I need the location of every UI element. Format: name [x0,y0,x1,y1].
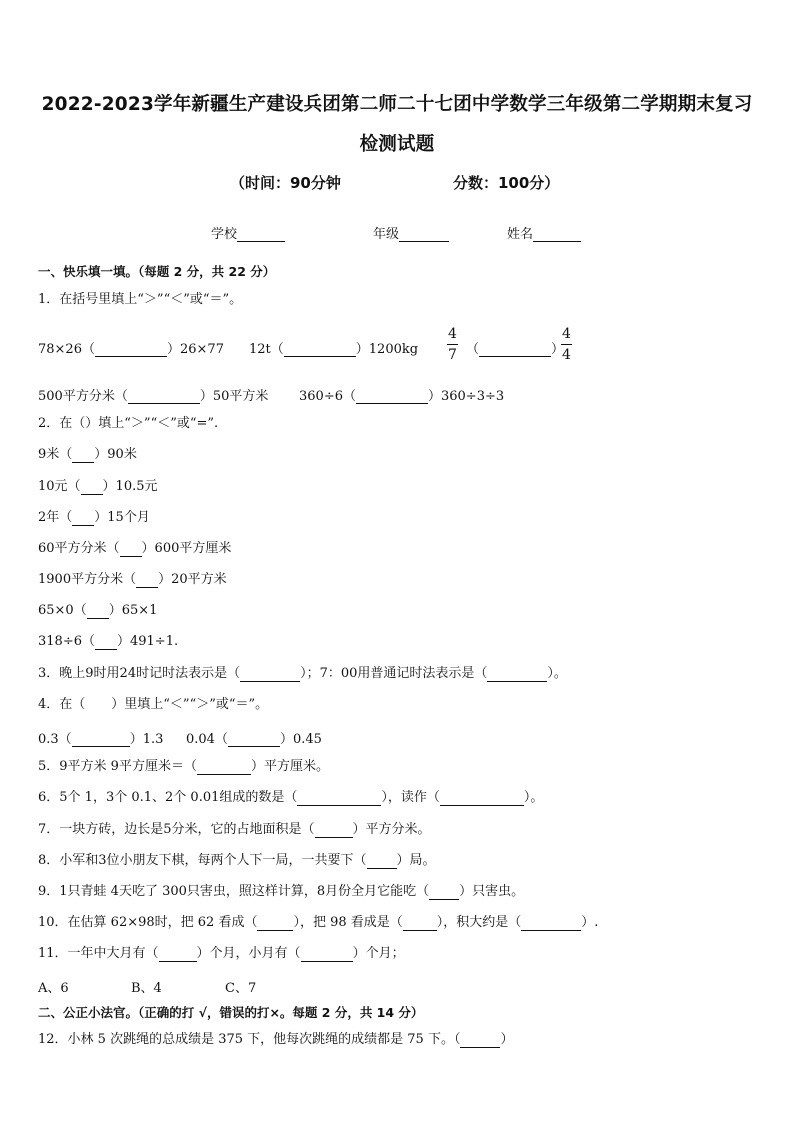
answer-blank[interactable] [240,668,300,682]
answer-blank[interactable] [128,390,200,404]
exam-time: （时间：90分钟 [230,174,341,192]
question-9 [38,884,524,900]
answer-blank[interactable] [72,733,130,747]
q12-text: ） [500,1032,514,1047]
q11-option-a[interactable]: A、6 [38,981,69,996]
answer-blank[interactable] [95,343,167,357]
question-5 [38,759,329,775]
question-4: 4．在（ ）里填上“＜”“＞”或“＝”。 [38,697,269,712]
q2-right: ）600平方厘米 [141,541,232,556]
q2-item [38,479,158,495]
answer-blank[interactable] [72,512,94,526]
exam-score: 分数：100分） [453,174,560,192]
answer-blank[interactable] [87,605,109,619]
q1-c-close: ） [551,342,565,357]
q2-right: ）65×1 [108,603,158,618]
q6-text: ），读作（ [381,790,440,805]
fraction-denominator: 7 [448,347,457,363]
q2-item [38,603,157,619]
q8-text: 8．小军和3位小朋友下棋，每两个人下一局，一共要下（ [38,853,367,868]
q1-item-a [38,338,224,357]
q2-right: ）15个月 [94,510,150,525]
answer-blank[interactable] [356,390,428,404]
q10-text: ），把 98 看成是（ [293,915,403,930]
section-2-heading: 二、公正小法官。（正确的打 √，错误的打×。每题 2 分，共 14 分） [38,1005,424,1020]
q1-b-right: ）1200kg [355,342,419,357]
answer-blank[interactable] [136,574,158,588]
fraction-bar [561,344,572,345]
q2-left: 1900平方分米（ [38,572,137,587]
question-2: 2．在（）填上“＞”“＜”或“=”. [38,416,219,431]
q1-a-left: 78×26（ [38,342,95,357]
q3-text: 3．晚上9时用24时记时法表示是（ [38,666,241,681]
q2-right: ）10.5元 [102,479,158,494]
answer-blank[interactable] [521,917,581,931]
q4-a-left: 0.3（ [38,732,72,747]
answer-blank[interactable] [429,886,459,900]
answer-blank[interactable] [403,917,437,931]
q1-item-d [38,385,268,404]
grade-blank[interactable] [399,227,449,242]
q1-a-right: ）26×77 [166,342,224,357]
name-label: 姓名 [507,227,534,242]
q1-e-left: 360÷6（ [299,389,356,404]
q11-text: ）个月，小月有（ [196,946,301,961]
q6-text: 6．5个 1，3个 0.1、2个 0.01组成的数是（ [38,790,298,805]
q2-left: 318÷6（ [38,634,95,649]
grade-label: 年级 [373,227,400,242]
school-blank[interactable] [237,227,285,242]
q1-b-left: 12t（ [249,342,284,357]
q11-option-b[interactable]: B、4 [131,981,162,996]
fraction-numerator: 4 [562,326,571,342]
q2-item [38,541,231,557]
q2-right: ）20平方米 [158,572,227,587]
school-field[interactable] [211,223,285,242]
answer-blank[interactable] [284,343,356,357]
q3-text: ）。 [547,666,567,681]
q4-item-a [38,728,163,747]
answer-blank[interactable] [460,1034,500,1048]
q1-d-right: ）50平方米 [199,389,269,404]
q9-text: 9．1只青蛙 4天吃了 300只害虫，照这样计算，8月份全月它能吃（ [38,884,430,899]
q4-item-b [186,728,322,747]
q11-text: 11．一年中大月有（ [38,946,159,961]
paper-title-line1: 2022-2023学年新疆生产建设兵团第二师二十七团中学数学三年级第二学期期末复习 [41,94,753,115]
question-10 [38,915,598,931]
answer-blank[interactable] [197,761,251,775]
question-3 [38,666,567,682]
q2-left: 60平方分米（ [38,541,120,556]
q5-text: ）平方厘米。 [250,759,329,774]
name-blank[interactable] [533,227,581,242]
q1-fraction-4-7 [447,326,458,363]
answer-blank[interactable] [315,824,353,838]
q2-right: ）90米 [94,447,137,462]
q2-left: 9米（ [38,447,73,462]
answer-blank[interactable] [440,792,524,806]
q2-left: 2年（ [38,510,73,525]
answer-blank[interactable] [257,917,293,931]
q7-text: 7．一块方砖，边长是5分米，它的占地面积是（ [38,822,315,837]
q2-item [38,510,150,526]
q10-text: ），积大约是（ [436,915,522,930]
answer-blank[interactable] [228,733,280,747]
answer-blank[interactable] [487,668,547,682]
answer-blank[interactable] [479,343,551,357]
q11-option-c[interactable]: C、7 [225,981,257,996]
q8-text: ）局。 [396,853,436,868]
q2-left: 65×0（ [38,603,87,618]
question-12 [38,1032,513,1048]
q10-text: 10．在估算 62×98时，把 62 看成（ [38,915,258,930]
paper-title-line2: 检测试题 [359,134,435,155]
answer-blank[interactable] [95,636,117,650]
q6-text: ）。 [523,790,544,805]
q2-item [38,572,227,588]
q11-text: ）个月； [352,946,405,961]
q1-item-c [466,338,564,357]
answer-blank[interactable] [159,948,197,962]
grade-field[interactable] [373,223,449,242]
q1-item-e [299,385,504,404]
section-1-heading: 一、快乐填一填。（每题 2 分，共 22 分） [38,264,276,279]
q4-b-left: 0.04（ [186,732,228,747]
answer-blank[interactable] [81,481,103,495]
q4-a-right: ）1.3 [129,732,164,747]
q3-text: ）；7：00用普通记时法表示是（ [300,666,488,681]
q10-text: ）. [581,915,599,930]
question-1: 1．在括号里填上“＞”“＜”或“＝”。 [38,292,243,307]
q2-item [38,634,178,650]
answer-blank[interactable] [301,948,353,962]
q12-text: 12．小林 5 次跳绳的总成绩是 375 下，他每次跳绳的成绩都是 75 下。（ [38,1032,461,1047]
question-11 [38,946,405,962]
answer-blank[interactable] [367,855,397,869]
q2-right: ）491÷1. [116,634,179,649]
school-label: 学校 [211,227,238,242]
q1-c-open: （ [466,342,480,357]
fraction-denominator: 4 [562,347,571,363]
q1-d-left: 500平方分米（ [38,389,128,404]
fraction-numerator: 4 [448,326,457,342]
name-field[interactable] [507,223,581,242]
q1-item-b [249,338,418,357]
question-8 [38,853,436,869]
fraction-bar [447,344,458,345]
q4-b-right: ）0.45 [279,732,322,747]
q9-text: ）只害虫。 [459,884,525,899]
q1-e-right: ）360÷3÷3 [427,389,505,404]
question-6 [38,790,543,806]
q2-item [38,447,137,463]
q2-left: 10元（ [38,479,81,494]
q5-text: 5．9平方米 9平方厘米＝（ [38,759,197,774]
answer-blank[interactable] [297,792,381,806]
answer-blank[interactable] [72,449,94,463]
question-7 [38,822,431,838]
q7-text: ）平方分米。 [352,822,431,837]
answer-blank[interactable] [120,543,142,557]
q1-fraction-4-4 [561,326,572,363]
